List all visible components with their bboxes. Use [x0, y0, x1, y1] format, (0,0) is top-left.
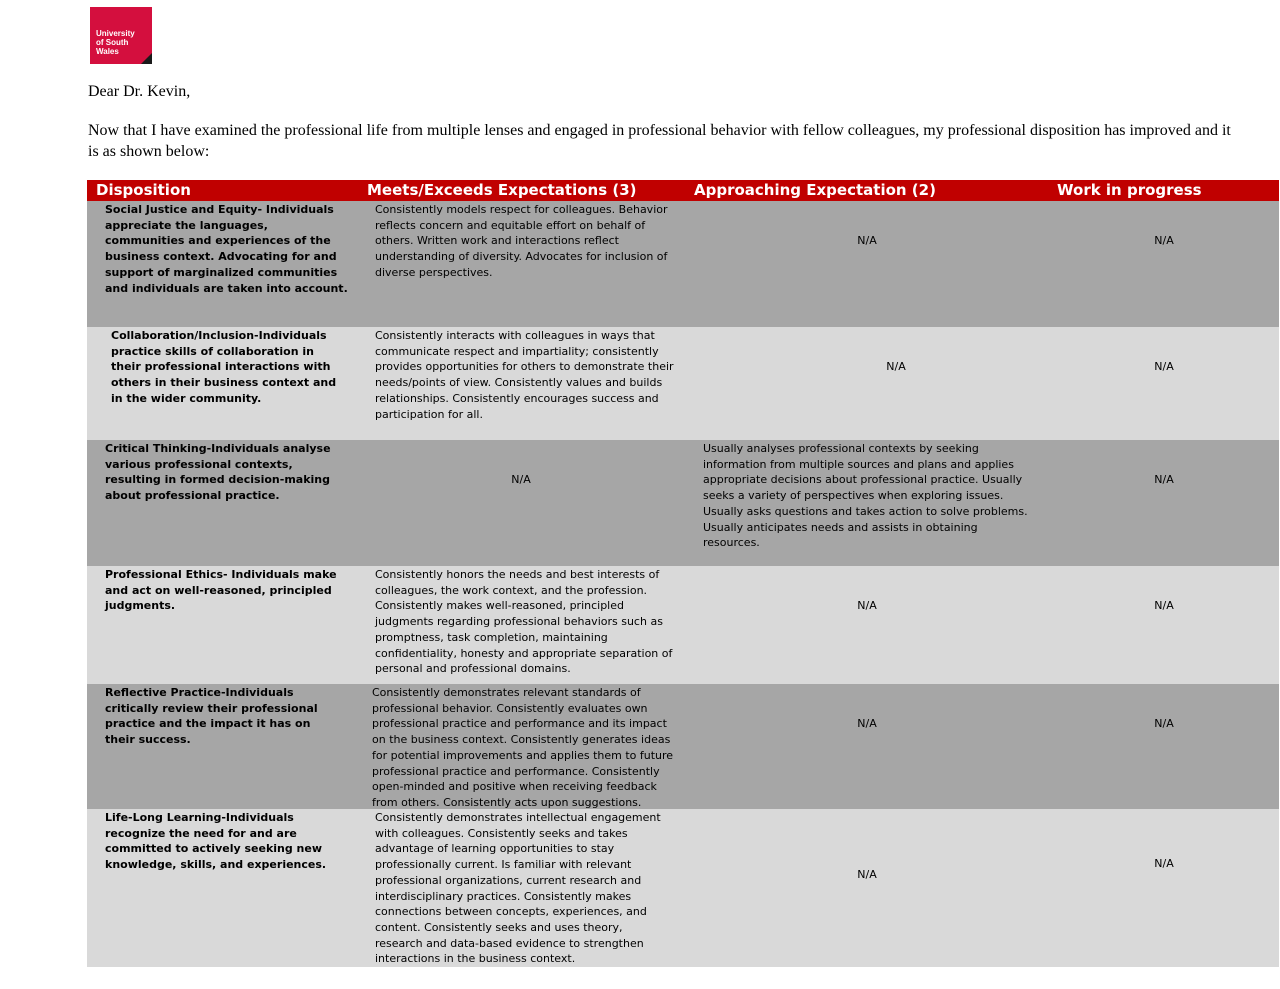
meets-cell: Consistently models respect for colleagues. Behavior reflects concern and equitable effort on behalf of others. Written work and interactions reflect understanding of diversity. Advocates for inclusion of diverse perspectives. [375, 203, 668, 279]
meets-cell: N/A [511, 473, 531, 486]
table-row [87, 201, 1279, 327]
approaching-cell: N/A [857, 717, 877, 730]
progress-cell: N/A [1154, 857, 1174, 870]
progress-cell: N/A [1154, 717, 1174, 730]
table-row [87, 809, 1279, 967]
progress-cell: N/A [1154, 234, 1174, 247]
university-logo [90, 7, 152, 64]
logo-corner [141, 53, 152, 64]
approaching-cell: N/A [886, 360, 906, 373]
meets-cell: Consistently demonstrates relevant standards of professional behavior. Consistently evaluates own professional practice and performance and its impact on the business context. Consistently generates ideas for potential improvements and applies them to future professional practice and performance. Consistently open-minded and positive when receiving feedback from others. Consistently acts upon suggestions. [372, 686, 674, 809]
greeting: Dear Dr. Kevin, [88, 83, 191, 100]
disposition-cell: Collaboration/Inclusion-Individuals practice skills of collaboration in their professional interactions with others in their business context and in the wider community. [111, 329, 337, 405]
header-disposition: Disposition [96, 181, 191, 199]
disposition-cell: Social Justice and Equity- Individuals appreciate the languages, communities and experiences of the business context. Advocating for and support of marginalized communities and individuals are taken into account. [105, 203, 348, 295]
approaching-cell: N/A [857, 234, 877, 247]
disposition-cell: Life-Long Learning-Individuals recognize the need for and are committed to actively seeking new knowledge, skills, and experiences. [105, 811, 327, 872]
disposition-table [87, 180, 1279, 967]
table-row [87, 440, 1279, 566]
logo-text-line-1: University [96, 29, 135, 38]
progress-cell: N/A [1154, 360, 1174, 373]
approaching-cell: Usually analyses professional contexts by seeking information from multiple sources and plans and applies appropriate decisions about professional practice. Usually seeks a variety of perspectives when exploring issues. Usually asks questions and takes action to solve problems. Usually anticipates needs and assists in obtaining resources. [703, 442, 1028, 550]
table-row [87, 327, 1279, 440]
header-meets-exceeds: Meets/Exceeds Expectations (3) [367, 181, 637, 199]
intro-paragraph: Now that I have examined the professional life from multiple lenses and engaged in professional behavior with fellow colleagues, my professional disposition has improved and it is as shown below: [88, 122, 1231, 160]
approaching-cell: N/A [857, 599, 877, 612]
meets-cell: Consistently honors the needs and best interests of colleagues, the work context, and the profession. Consistently makes well-reasoned, principled judgments regarding professional behaviors such as promptness, task completion, maintaining confidentiality, honesty and appropriate separation of personal and professional domains. [375, 568, 673, 676]
table-row [87, 566, 1279, 684]
progress-cell: N/A [1154, 599, 1174, 612]
disposition-cell: Critical Thinking-Individuals analyse various professional contexts, resulting in formed decision-making about professional practice. [105, 442, 331, 503]
logo-text-line-3: Wales [96, 47, 119, 56]
header-work-in-progress: Work in progress [1057, 181, 1202, 199]
logo-text-line-2: of South [96, 38, 129, 47]
disposition-cell: Reflective Practice-Individuals critically review their professional practice and the impact it has on their success. [105, 686, 318, 747]
meets-cell: Consistently demonstrates intellectual engagement with colleagues. Consistently seeks and takes advantage of learning opportunities to stay professionally current. Is familiar with relevant professional organizations, current research and interdisciplinary practices. Consistently makes connections between concepts, experiences, and content. Consistently seeks and uses theory, research and data-based evidence to strengthen interactions in the business context. [375, 811, 661, 966]
header-approaching: Approaching Expectation (2) [694, 181, 936, 199]
progress-cell: N/A [1154, 473, 1174, 486]
meets-cell: Consistently interacts with colleagues in ways that communicate respect and impartiality; consistently provides opportunities for others to demonstrate their needs/points of view. Consistently values and builds relationships. Consistently encourages success and participation for all. [375, 329, 674, 421]
approaching-cell: N/A [857, 868, 877, 881]
disposition-cell: Professional Ethics- Individuals make and act on well-reasoned, principled judgments. [105, 568, 337, 613]
table-header-row [87, 180, 1279, 201]
table-row [87, 684, 1279, 809]
